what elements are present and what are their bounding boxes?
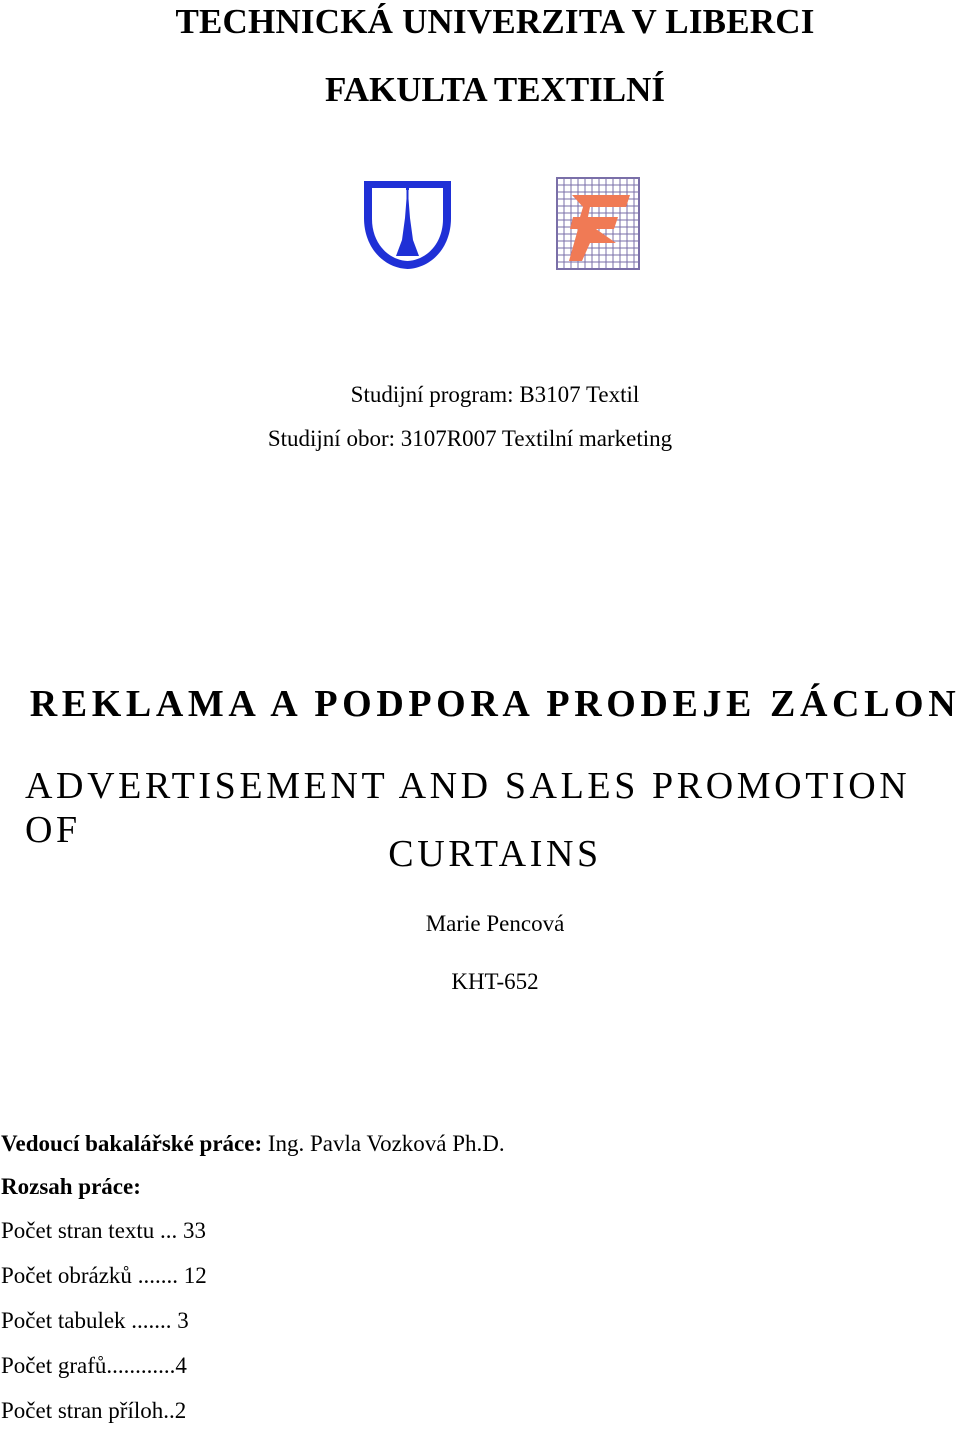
scope-dots: ....... [131, 1263, 184, 1288]
thesis-title-english-line2: CURTAINS [388, 833, 602, 875]
scope-row-tables [1, 1308, 189, 1334]
scope-label: Počet grafů [1, 1353, 107, 1378]
scope-dots: ....... [125, 1308, 178, 1333]
scope-value: 2 [174, 1398, 187, 1423]
thesis-title-czech: REKLAMA A PODPORA PRODEJE ZÁCLON [29, 683, 960, 725]
study-program: Studijní program: B3107 Textil [350, 382, 640, 407]
thesis-title-english-line1: ADVERTISEMENT AND SALES PROMOTION OF [25, 765, 911, 851]
supervisor-line [1, 1131, 505, 1157]
scope-row-text-pages [1, 1218, 206, 1244]
scope-row-graphs [1, 1353, 187, 1379]
scope-value: 12 [183, 1263, 207, 1288]
scope-dots: ... [154, 1218, 184, 1243]
author-code: KHT-652 [451, 969, 539, 994]
supervisor-name: Ing. Pavla Vozková Ph.D. [267, 1131, 505, 1156]
scope-label: Počet tabulek [1, 1308, 126, 1333]
scope-dots: .. [163, 1398, 175, 1423]
study-field: Studijní obor: 3107R007 Textilní marketing [267, 426, 673, 451]
ft-faculty-emblem-icon [556, 177, 640, 270]
author-name: Marie Pencová [425, 911, 565, 936]
scope-heading: Rozsah práce: [1, 1174, 141, 1199]
scope-dots: ............ [106, 1353, 176, 1378]
university-name: TECHNICKÁ UNIVERZITA V LIBERCI [175, 2, 815, 41]
scope-row-appendices [1, 1398, 186, 1424]
scope-value: 4 [175, 1353, 187, 1378]
tul-university-emblem-icon [361, 178, 454, 272]
scope-label: Počet stran textu [1, 1218, 155, 1243]
supervisor-label: Vedoucí bakalářské práce: [1, 1131, 263, 1156]
scope-value: 33 [183, 1218, 207, 1243]
faculty-name: FAKULTA TEXTILNÍ [324, 70, 666, 109]
scope-row-images [1, 1263, 207, 1289]
scope-label: Počet obrázků [1, 1263, 132, 1288]
scope-label: Počet stran příloh [1, 1398, 164, 1423]
scope-value: 3 [177, 1308, 189, 1333]
